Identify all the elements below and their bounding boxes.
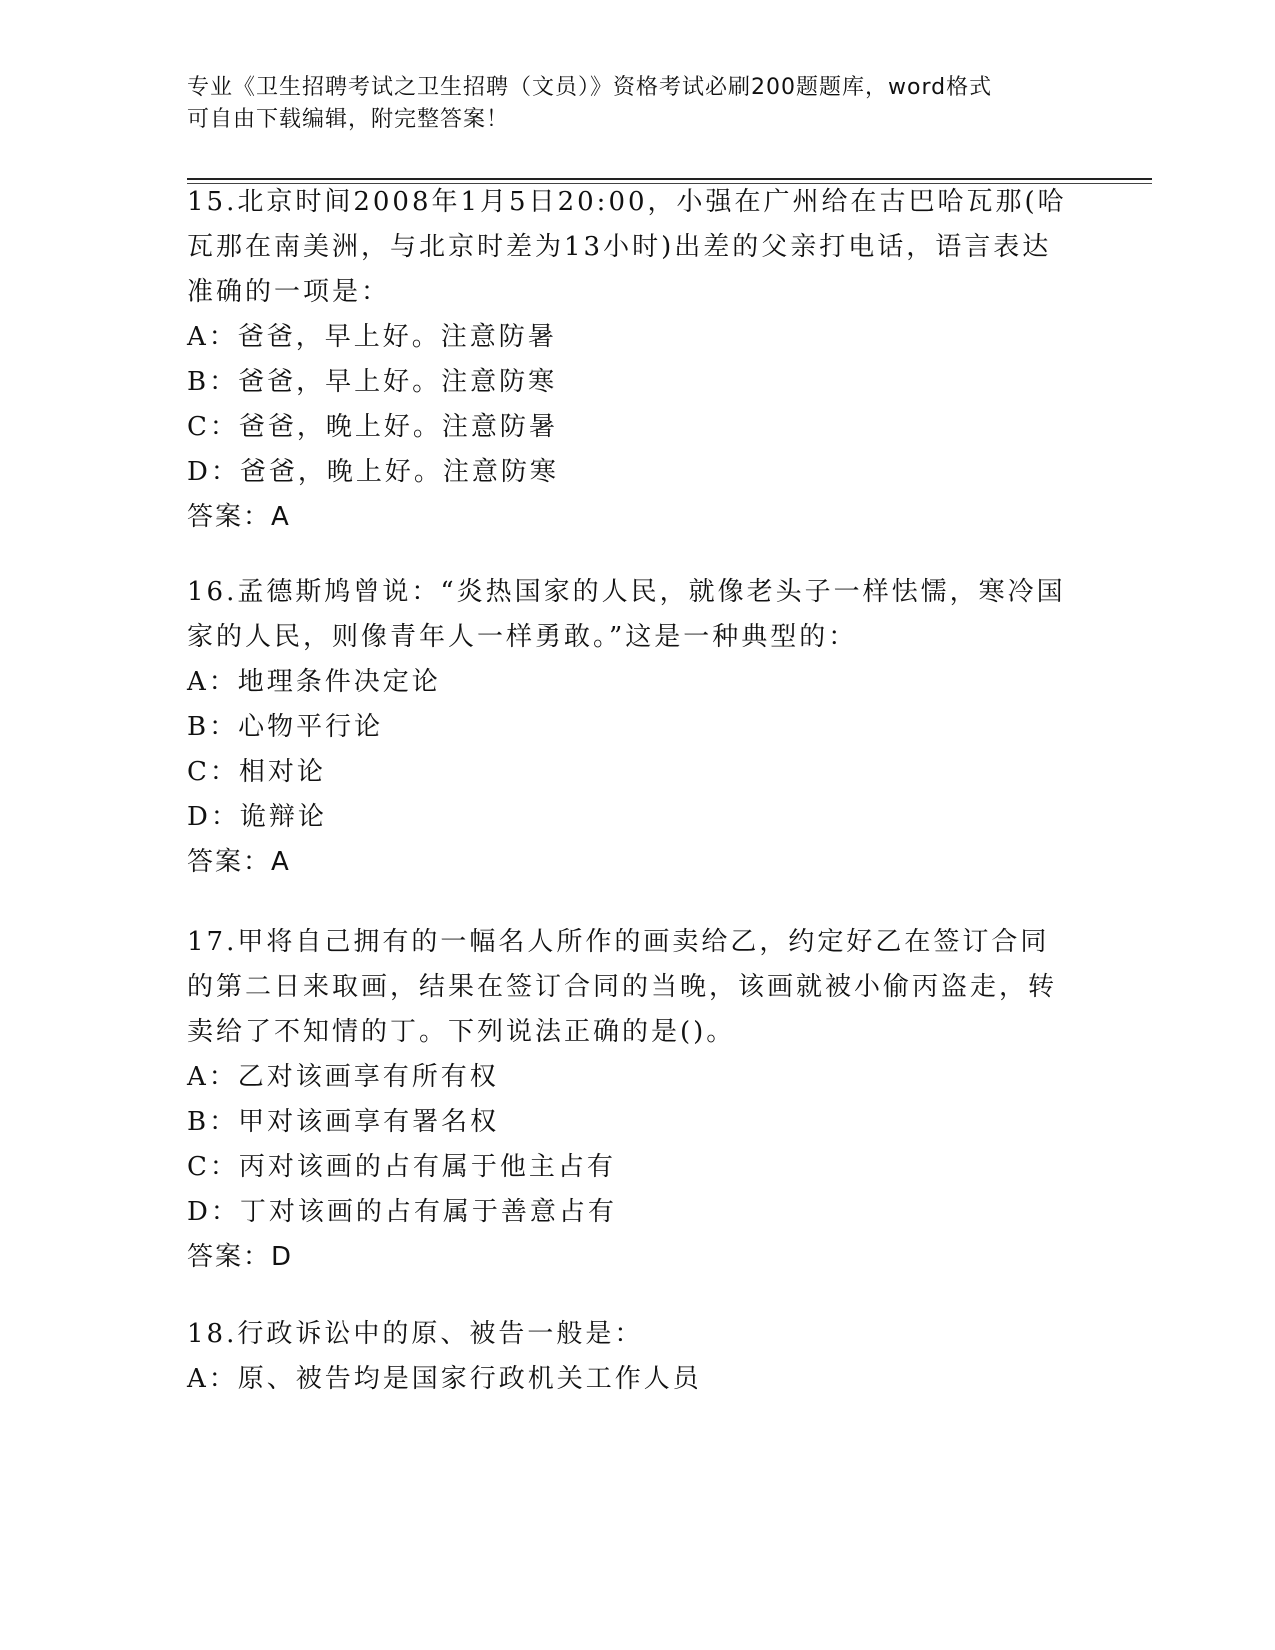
option-d: D：爸爸，晚上好。注意防寒	[187, 457, 559, 487]
question-16	[187, 570, 1067, 885]
question-stem: 18.行政诉讼中的原、被告一般是：	[187, 1319, 644, 1349]
option-c: C：相对论	[187, 757, 326, 787]
header-line-2: 可自由下载编辑，附完整答案！	[187, 107, 510, 132]
option-c: C：丙对该画的占有属于他主占有	[187, 1152, 616, 1182]
option-b: B：心物平行论	[187, 712, 384, 742]
question-17	[187, 920, 1067, 1280]
question-stem: 15.北京时间2008年1月5日20:00，小强在广州给在古巴哈瓦那(哈瓦那在南美洲，与北京时差为13小时)出差的父亲打电话，语言表达准确的一项是：	[187, 187, 1067, 307]
option-a: A：乙对该画享有所有权	[187, 1062, 499, 1092]
option-b: B：甲对该画享有署名权	[187, 1107, 500, 1137]
question-15	[187, 180, 1067, 540]
document-header	[187, 72, 1067, 136]
option-b: B：爸爸，早上好。注意防寒	[187, 367, 558, 397]
option-a: A：地理条件决定论	[187, 667, 441, 697]
header-line-1: 专业《卫生招聘考试之卫生招聘（文员）》资格考试必刷200题题库，word格式	[187, 75, 993, 100]
option-d: D：丁对该画的占有属于善意占有	[187, 1197, 617, 1227]
answer: 答案：A	[187, 847, 291, 877]
answer: 答案：D	[187, 1242, 294, 1272]
question-18	[187, 1312, 1067, 1402]
question-stem: 16.孟德斯鸠曾说：“炎热国家的人民，就像老头子一样怯懦，寒冷国家的人民，则像青年人一样勇敢。”这是一种典型的：	[187, 577, 1066, 652]
option-d: D：诡辩论	[187, 802, 327, 832]
question-stem: 17.甲将自己拥有的一幅名人所作的画卖给乙，约定好乙在签订合同的第二日来取画，结果在签订合同的当晚，该画就被小偷丙盗走，转卖给了不知情的丁。下列说法正确的是()。	[187, 927, 1058, 1047]
option-a: A：爸爸，早上好。注意防暑	[187, 322, 557, 352]
answer: 答案：A	[187, 502, 291, 532]
option-a: A：原、被告均是国家行政机关工作人员	[187, 1364, 702, 1394]
option-c: C：爸爸，晚上好。注意防暑	[187, 412, 558, 442]
